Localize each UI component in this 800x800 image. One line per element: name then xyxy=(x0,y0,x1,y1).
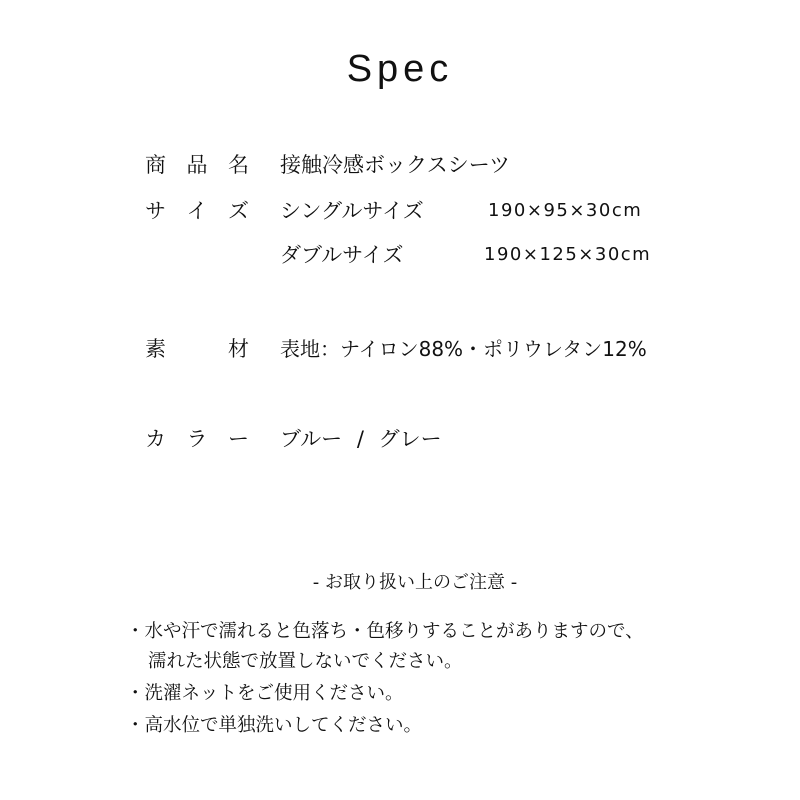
label-char: ラ xyxy=(186,427,208,451)
label-char: 品 xyxy=(186,153,208,177)
label-char: ズ xyxy=(228,199,249,223)
label-char: ー xyxy=(228,427,249,451)
label-char: イ xyxy=(186,199,208,223)
page-title: Spec xyxy=(346,48,454,90)
label-char: 名 xyxy=(228,153,249,177)
spec-label-size xyxy=(145,196,249,226)
size-double-name: ダブルサイズ xyxy=(280,243,404,267)
spec-label-material xyxy=(145,334,249,364)
size-single-dims: 190×95×30cm xyxy=(488,200,643,221)
label-char: 材 xyxy=(228,337,249,361)
label-char: サ xyxy=(145,199,166,223)
care-note-item: ・水や汗で濡れると色落ち・色移りすることがありますので、 xyxy=(126,621,644,642)
spec-value-color: ブルー / グレー xyxy=(280,427,442,451)
care-note-item: ・洗濯ネットをご使用ください。 xyxy=(126,683,404,704)
label-char: カ xyxy=(145,427,166,451)
care-note-item-continuation: 濡れた状態で放置しないでください。 xyxy=(148,651,463,672)
spec-value-product-name: 接触冷感ボックスシーツ xyxy=(280,153,510,177)
label-char: 商 xyxy=(145,153,166,177)
size-double-dims: 190×125×30cm xyxy=(484,244,652,265)
size-single-name: シングルサイズ xyxy=(280,199,424,223)
spec-value-material: 表地：ナイロン88%・ポリウレタン12% xyxy=(280,337,647,361)
label-char: 素 xyxy=(145,337,166,361)
care-notes-title: - お取り扱い上のご注意 - xyxy=(312,572,518,593)
spec-label-color xyxy=(145,424,249,454)
care-note-item: ・高水位で単独洗いしてください。 xyxy=(126,715,423,736)
spec-label-product-name xyxy=(145,150,249,180)
